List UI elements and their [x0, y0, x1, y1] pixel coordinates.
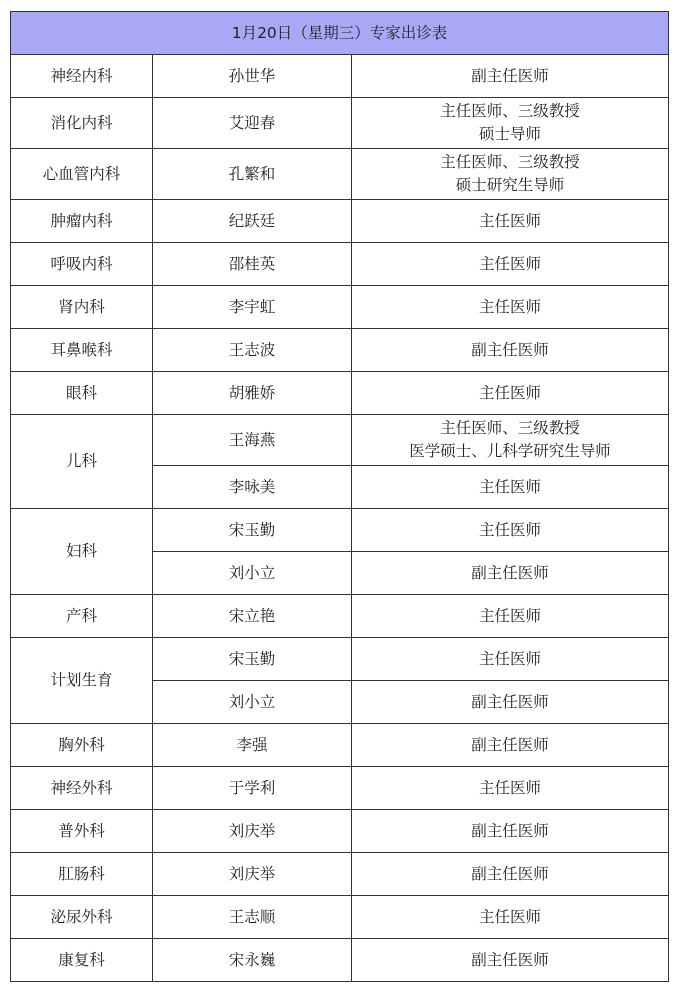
doctor-name-cell: 李强 — [153, 724, 352, 767]
department-cell: 肿瘤内科 — [11, 200, 153, 243]
table-row — [11, 767, 669, 810]
doctor-name-cell: 宋玉勤 — [153, 638, 352, 681]
doctor-title-cell — [352, 595, 669, 638]
doctor-name-cell: 宋玉勤 — [153, 509, 352, 552]
schedule-table-container — [10, 11, 668, 982]
doctor-title-cell — [352, 853, 669, 896]
table-row — [11, 243, 669, 286]
doctor-title-line: 主任医师 — [479, 606, 542, 625]
doctor-name-cell: 艾迎春 — [153, 98, 352, 149]
department-cell: 神经内科 — [11, 55, 153, 98]
doctor-title-line: 副主任医师 — [471, 563, 549, 582]
table-row — [11, 939, 669, 982]
doctor-title-line: 主任医师、三级教授 — [440, 419, 580, 437]
table-row — [11, 55, 669, 98]
table-row — [11, 149, 669, 200]
department-cell: 儿科 — [11, 415, 153, 509]
department-cell: 眼科 — [11, 372, 153, 415]
doctor-title-line: 硕士研究生导师 — [455, 176, 565, 194]
table-row — [11, 896, 669, 939]
table-row — [11, 415, 669, 466]
doctor-title-line: 副主任医师 — [471, 692, 549, 711]
doctor-name-cell: 胡雅娇 — [153, 372, 352, 415]
table-row — [11, 200, 669, 243]
doctor-title-line: 主任医师 — [479, 649, 542, 668]
department-cell: 泌尿外科 — [11, 896, 153, 939]
department-cell: 计划生育 — [11, 638, 153, 724]
doctor-title-cell — [352, 98, 669, 149]
doctor-name-cell: 刘庆举 — [153, 853, 352, 896]
doctor-title-line: 副主任医师 — [471, 340, 549, 359]
table-row — [11, 372, 669, 415]
doctor-title-cell — [352, 552, 669, 595]
doctor-title-line: 副主任医师 — [471, 864, 549, 883]
table-row — [11, 724, 669, 767]
doctor-title-cell — [352, 415, 669, 466]
table-row — [11, 853, 669, 896]
doctor-title-cell — [352, 466, 669, 509]
department-cell: 呼吸内科 — [11, 243, 153, 286]
doctor-title-cell — [352, 372, 669, 415]
table-title-row — [11, 12, 669, 55]
doctor-title-cell — [352, 724, 669, 767]
doctor-title-cell — [352, 896, 669, 939]
department-cell: 神经外科 — [11, 767, 153, 810]
table-row — [11, 810, 669, 853]
department-cell: 胸外科 — [11, 724, 153, 767]
doctor-title-line: 副主任医师 — [471, 66, 549, 85]
doctor-title-line: 硕士导师 — [479, 125, 542, 143]
doctor-title-line: 主任医师、三级教授 — [440, 153, 580, 171]
doctor-name-cell: 宋永巍 — [153, 939, 352, 982]
table-row — [11, 595, 669, 638]
table-row — [11, 286, 669, 329]
doctor-title-cell — [352, 638, 669, 681]
doctor-title-cell — [352, 286, 669, 329]
doctor-title-cell — [352, 681, 669, 724]
table-row — [11, 638, 669, 681]
doctor-title-line: 主任医师、三级教授 — [440, 102, 580, 120]
doctor-name-cell: 王志波 — [153, 329, 352, 372]
table-row — [11, 98, 669, 149]
doctor-title-cell — [352, 243, 669, 286]
doctor-title-line: 主任医师 — [479, 907, 542, 926]
department-cell: 普外科 — [11, 810, 153, 853]
doctor-title-cell — [352, 810, 669, 853]
doctor-title-cell — [352, 939, 669, 982]
doctor-name-cell: 于学利 — [153, 767, 352, 810]
doctor-title-cell — [352, 767, 669, 810]
department-cell: 消化内科 — [11, 98, 153, 149]
doctor-title-cell — [352, 55, 669, 98]
doctor-name-cell: 纪跃廷 — [153, 200, 352, 243]
doctor-name-cell: 王志顺 — [153, 896, 352, 939]
doctor-title-line: 主任医师 — [479, 778, 542, 797]
department-cell: 耳鼻喉科 — [11, 329, 153, 372]
table-title: 1月20日（星期三）专家出诊表 — [11, 12, 669, 55]
doctor-name-cell: 李咏美 — [153, 466, 352, 509]
doctor-name-cell: 刘庆举 — [153, 810, 352, 853]
doctor-title-line: 主任医师 — [479, 297, 542, 316]
doctor-title-line: 副主任医师 — [471, 950, 549, 969]
doctor-title-line: 主任医师 — [479, 254, 542, 273]
doctor-name-cell: 王海燕 — [153, 415, 352, 466]
doctor-title-line: 主任医师 — [479, 520, 542, 539]
doctor-name-cell: 邵桂英 — [153, 243, 352, 286]
department-cell: 肛肠科 — [11, 853, 153, 896]
doctor-title-cell — [352, 509, 669, 552]
table-row — [11, 509, 669, 552]
department-cell: 妇科 — [11, 509, 153, 595]
doctor-name-cell: 刘小立 — [153, 681, 352, 724]
doctor-name-cell: 宋立艳 — [153, 595, 352, 638]
doctor-name-cell: 孙世华 — [153, 55, 352, 98]
expert-schedule-table — [10, 11, 669, 982]
department-cell: 康复科 — [11, 939, 153, 982]
doctor-title-line: 主任医师 — [479, 477, 542, 496]
doctor-title-line: 主任医师 — [479, 383, 542, 402]
doctor-title-cell — [352, 200, 669, 243]
department-cell: 产科 — [11, 595, 153, 638]
doctor-title-line: 医学硕士、儿科学研究生导师 — [409, 442, 611, 460]
table-row — [11, 329, 669, 372]
doctor-title-cell — [352, 329, 669, 372]
doctor-title-cell — [352, 149, 669, 200]
doctor-name-cell: 刘小立 — [153, 552, 352, 595]
doctor-title-line: 主任医师 — [479, 211, 542, 230]
department-cell: 心血管内科 — [11, 149, 153, 200]
doctor-title-line: 副主任医师 — [471, 821, 549, 840]
doctor-name-cell: 李宇虹 — [153, 286, 352, 329]
table-body — [11, 55, 669, 982]
department-cell: 肾内科 — [11, 286, 153, 329]
doctor-name-cell: 孔繁和 — [153, 149, 352, 200]
doctor-title-line: 副主任医师 — [471, 735, 549, 754]
